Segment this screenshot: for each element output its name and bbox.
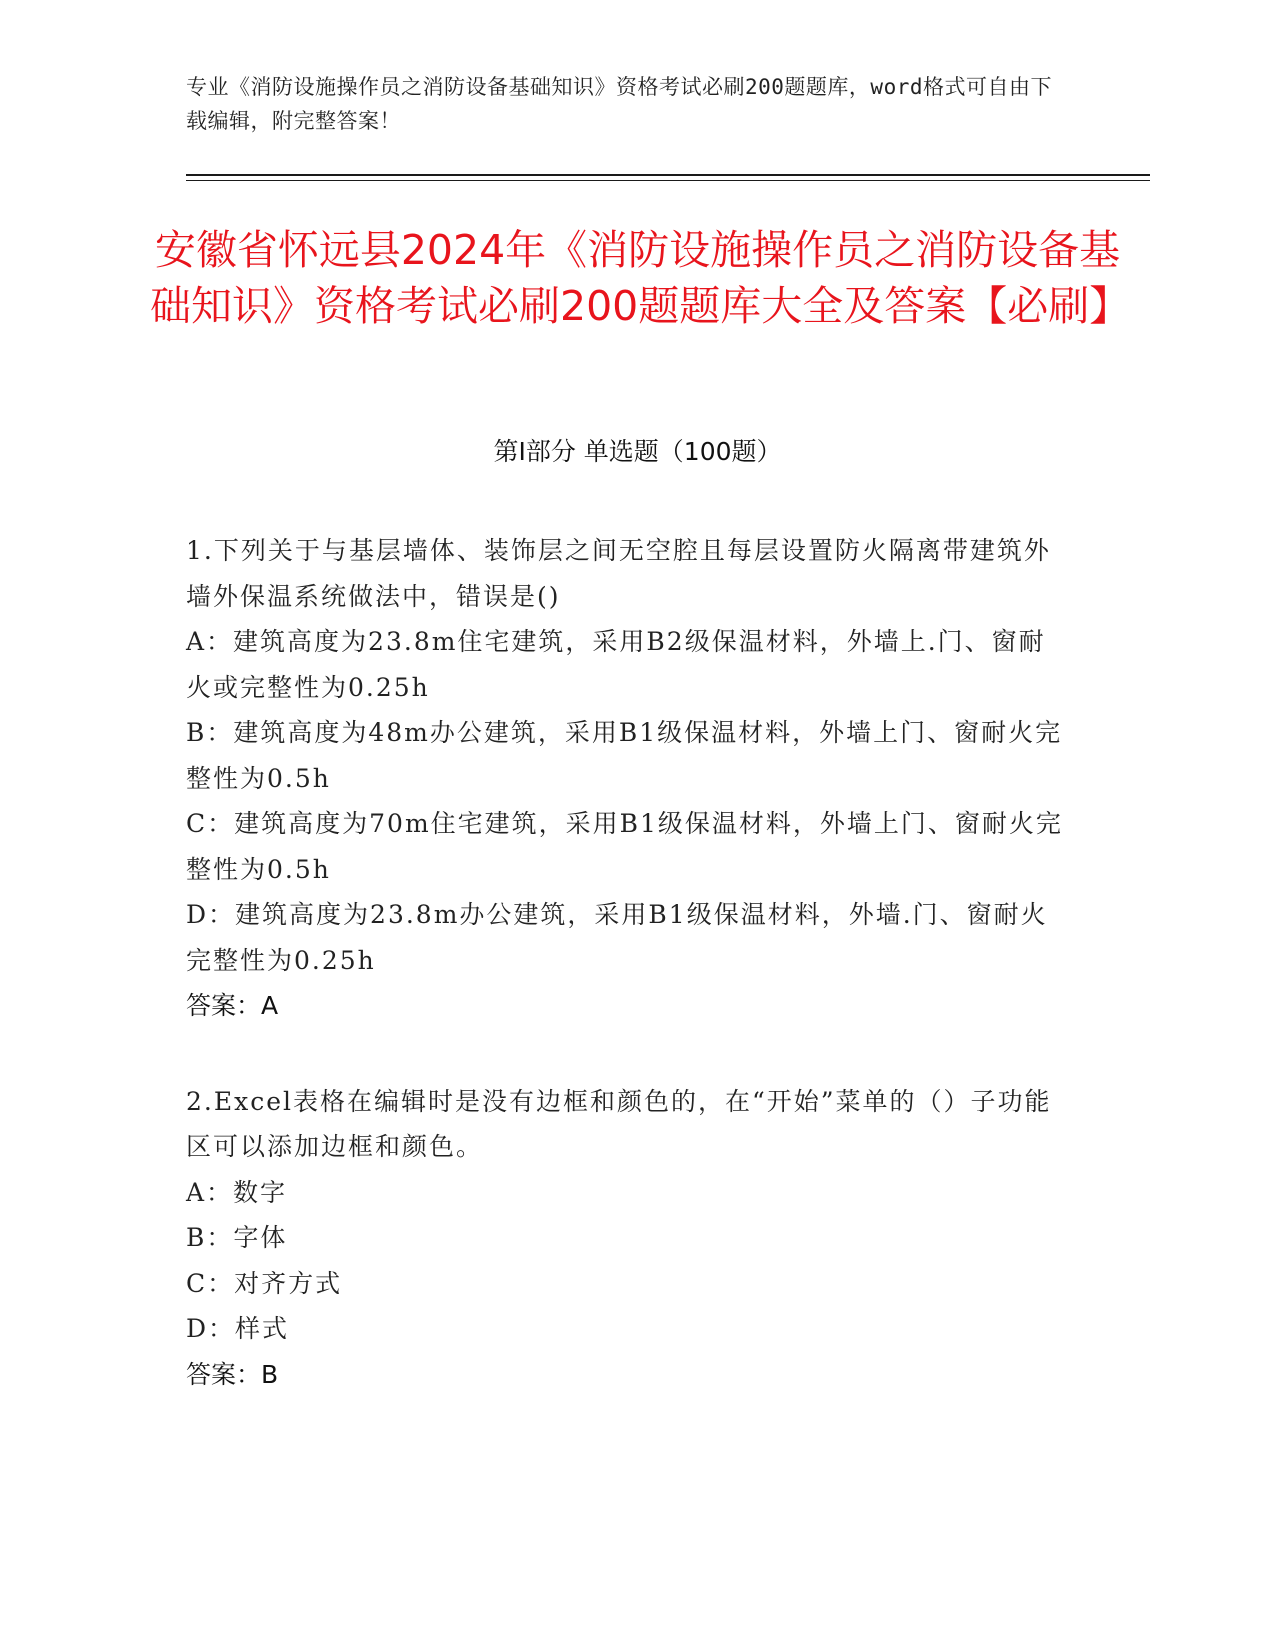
option-c: C：建筑高度为70m住宅建筑，采用B1级保温材料，外墙上门、窗耐火完整性为0.5h [186, 809, 1063, 884]
option-a: A：建筑高度为23.8m住宅建筑，采用B2级保温材料，外墙上.门、窗耐火或完整性为0.25h [186, 627, 1046, 702]
document-title: 安徽省怀远县2024年《消防设施操作员之消防设备基础知识》资格考试必刷200题题库大全及答案【必刷】 [150, 226, 1131, 330]
option-b: B：建筑高度为48m办公建筑，采用B1级保温材料，外墙上门、窗耐火完整性为0.5h [186, 718, 1063, 793]
section-title: 第I部分 单选题（100题） [493, 437, 782, 466]
question-1 [186, 528, 1066, 1029]
option-b: B：字体 [186, 1223, 288, 1252]
answer: 答案：B [186, 1359, 279, 1389]
question-list [186, 528, 1066, 1397]
option-a: A：数字 [186, 1177, 288, 1207]
answer: 答案：A [186, 991, 279, 1020]
question-stem: 2.Excel表格在编辑时是没有边框和颜色的，在“开始”菜单的（）子功能区可以添加边框和颜色。 [186, 1086, 1052, 1161]
header-divider-thin [186, 180, 1150, 181]
question-stem: 1.下列关于与基层墙体、装饰层之间无空腔且每层设置防火隔离带建筑外墙外保温系统做法中，错误是() [186, 536, 1051, 611]
header-note: 专业《消防设施操作员之消防设备基础知识》资格考试必刷200题题库，word格式可自由下载编辑，附完整答案！ [186, 75, 1052, 133]
question-2 [186, 1079, 1066, 1398]
option-d: D：样式 [186, 1314, 290, 1343]
option-c: C：对齐方式 [186, 1268, 343, 1298]
option-d: D：建筑高度为23.8m办公建筑，采用B1级保温材料，外墙.门、窗耐火完整性为0.25h [186, 900, 1048, 975]
header-divider-thick [186, 174, 1150, 176]
